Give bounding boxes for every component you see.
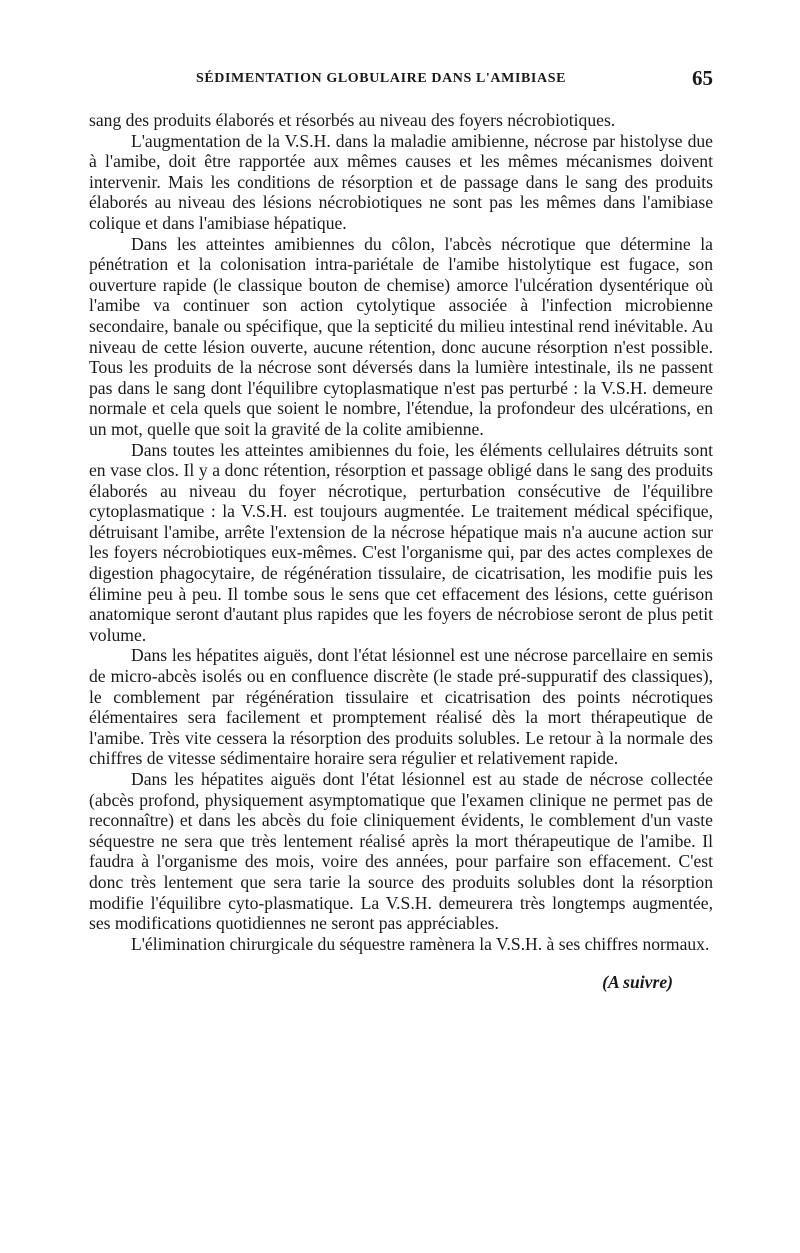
running-title: SÉDIMENTATION GLOBULAIRE DANS L'AMIBIASE bbox=[195, 71, 567, 86]
paragraph-surgical-elimination: L'élimination chirurgicale du séquestre ramènera la V.S.H. à ses chiffres normaux. bbox=[131, 933, 710, 954]
paragraph-acute-hepatitis: Dans les hépatites aiguës, dont l'état lésionnel est une nécrose parcellaire en semis de micro-abcès isolés ou en confluence discrète (le stade pré-suppuratif des classiques), le comblement par régénération tissulaire et cicatrisation des points nécrotiques élémentaires sera facilement et promptement réalisé dès la mort thérapeutique de l'amibe. Très vite cessera la résorption des produits solubles. Le retour à la normale des chiffres de vitesse sédimentaire horaire sera régulier et relativement rapide. bbox=[89, 645, 713, 769]
paragraph-colon: Dans les atteintes amibiennes du côlon, l'abcès nécrotique que détermine la pénétration et la colonisation intra-pariétale de l'amibe histolytique est fugace, son ouverture rapide (le classique bouton de chemise) amorce l'ulcération dysentérique où l'amibe va continuer son action cytolytique associée à l'infection microbienne secondaire, banale ou spécifique, que la septicité du milieu intestinal rend inévitable. Au niveau de cette lésion ouverte, aucune rétention, donc aucune résorption n'est possible. Tous les produits de la nécrose sont déversés dans la lumière intestinale, ils ne passent pas dans le sang dont l'équilibre cytoplasmatique n'est pas perturbé : la V.S.H. demeure normale et cela quels que soient le nombre, l'étendue, la profondeur des ulcérations, en un mot, quelle que soit la gravité de la colite amibienne. bbox=[89, 233, 713, 439]
paragraph-vsh-augmentation: L'augmentation de la V.S.H. dans la maladie amibienne, nécrose par histolyse due à l'amibe, doit être rapportée aux mêmes causes et les mêmes mécanismes doivent intervenir. Mais les conditions de résorption et de passage dans le sang des produits élaborés au niveau des lésions nécrobiotiques ne sont pas les mêmes dans l'amibiase colique et dans l'amibiase hépatique. bbox=[89, 130, 713, 233]
paragraph-liver: Dans toutes les atteintes amibiennes du foie, les éléments cellulaires détruits sont en vase clos. Il y a donc rétention, résorption et passage obligé dans le sang des produits élaborés au niveau du foyer nécrotique, perturbation consécutive de l'équilibre cytoplasmatique : la V.S.H. est toujours augmentée. Le traitement médical spécifique, détruisant l'amibe, arrête l'extension de la nécrose hépatique mais n'a aucune action sur les foyers nécrobiotiques eux-mêmes. C'est l'organisme qui, par des actes complexes de digestion phagocytaire, de régénération tissulaire, de cicatrisation, les modifie puis les élimine peu à peu. Il tombe sous le sens que cet effacement des lésions, cette guérison anatomique seront d'autant plus rapides que les foyers de nécrobiose seront de plus petit volume. bbox=[89, 439, 713, 645]
paragraph-collected-necrosis: Dans les hépatites aiguës dont l'état lésionnel est au stade de nécrose collectée (abcès profond, physiquement asymptomatique que l'examen clinique ne permet pas de reconnaître) et dans les abcès du foie cliniquement évidents, le comblement d'un vaste séquestre ne sera que très lentement réalisé après la mort thérapeutique de l'amibe. Il faudra à l'organisme des mois, voire des années, pour parfaire son effacement. C'est donc très lentement que sera tarie la source des produits solubles dont la résorption modifie l'équilibre cyto-plasmatique. La V.S.H. demeurera très longtemps augmentée, ses modifications quotidiennes ne seront pas appréciables. bbox=[89, 769, 713, 934]
page bbox=[89, 66, 713, 993]
paragraph-continuation: sang des produits élaborés et résorbés au niveau des foyers nécrobiotiques. bbox=[89, 110, 616, 130]
page-number: 65 bbox=[692, 66, 713, 90]
running-head bbox=[89, 66, 713, 96]
to-be-continued: (A suivre) bbox=[602, 972, 673, 993]
body-text bbox=[89, 110, 713, 954]
